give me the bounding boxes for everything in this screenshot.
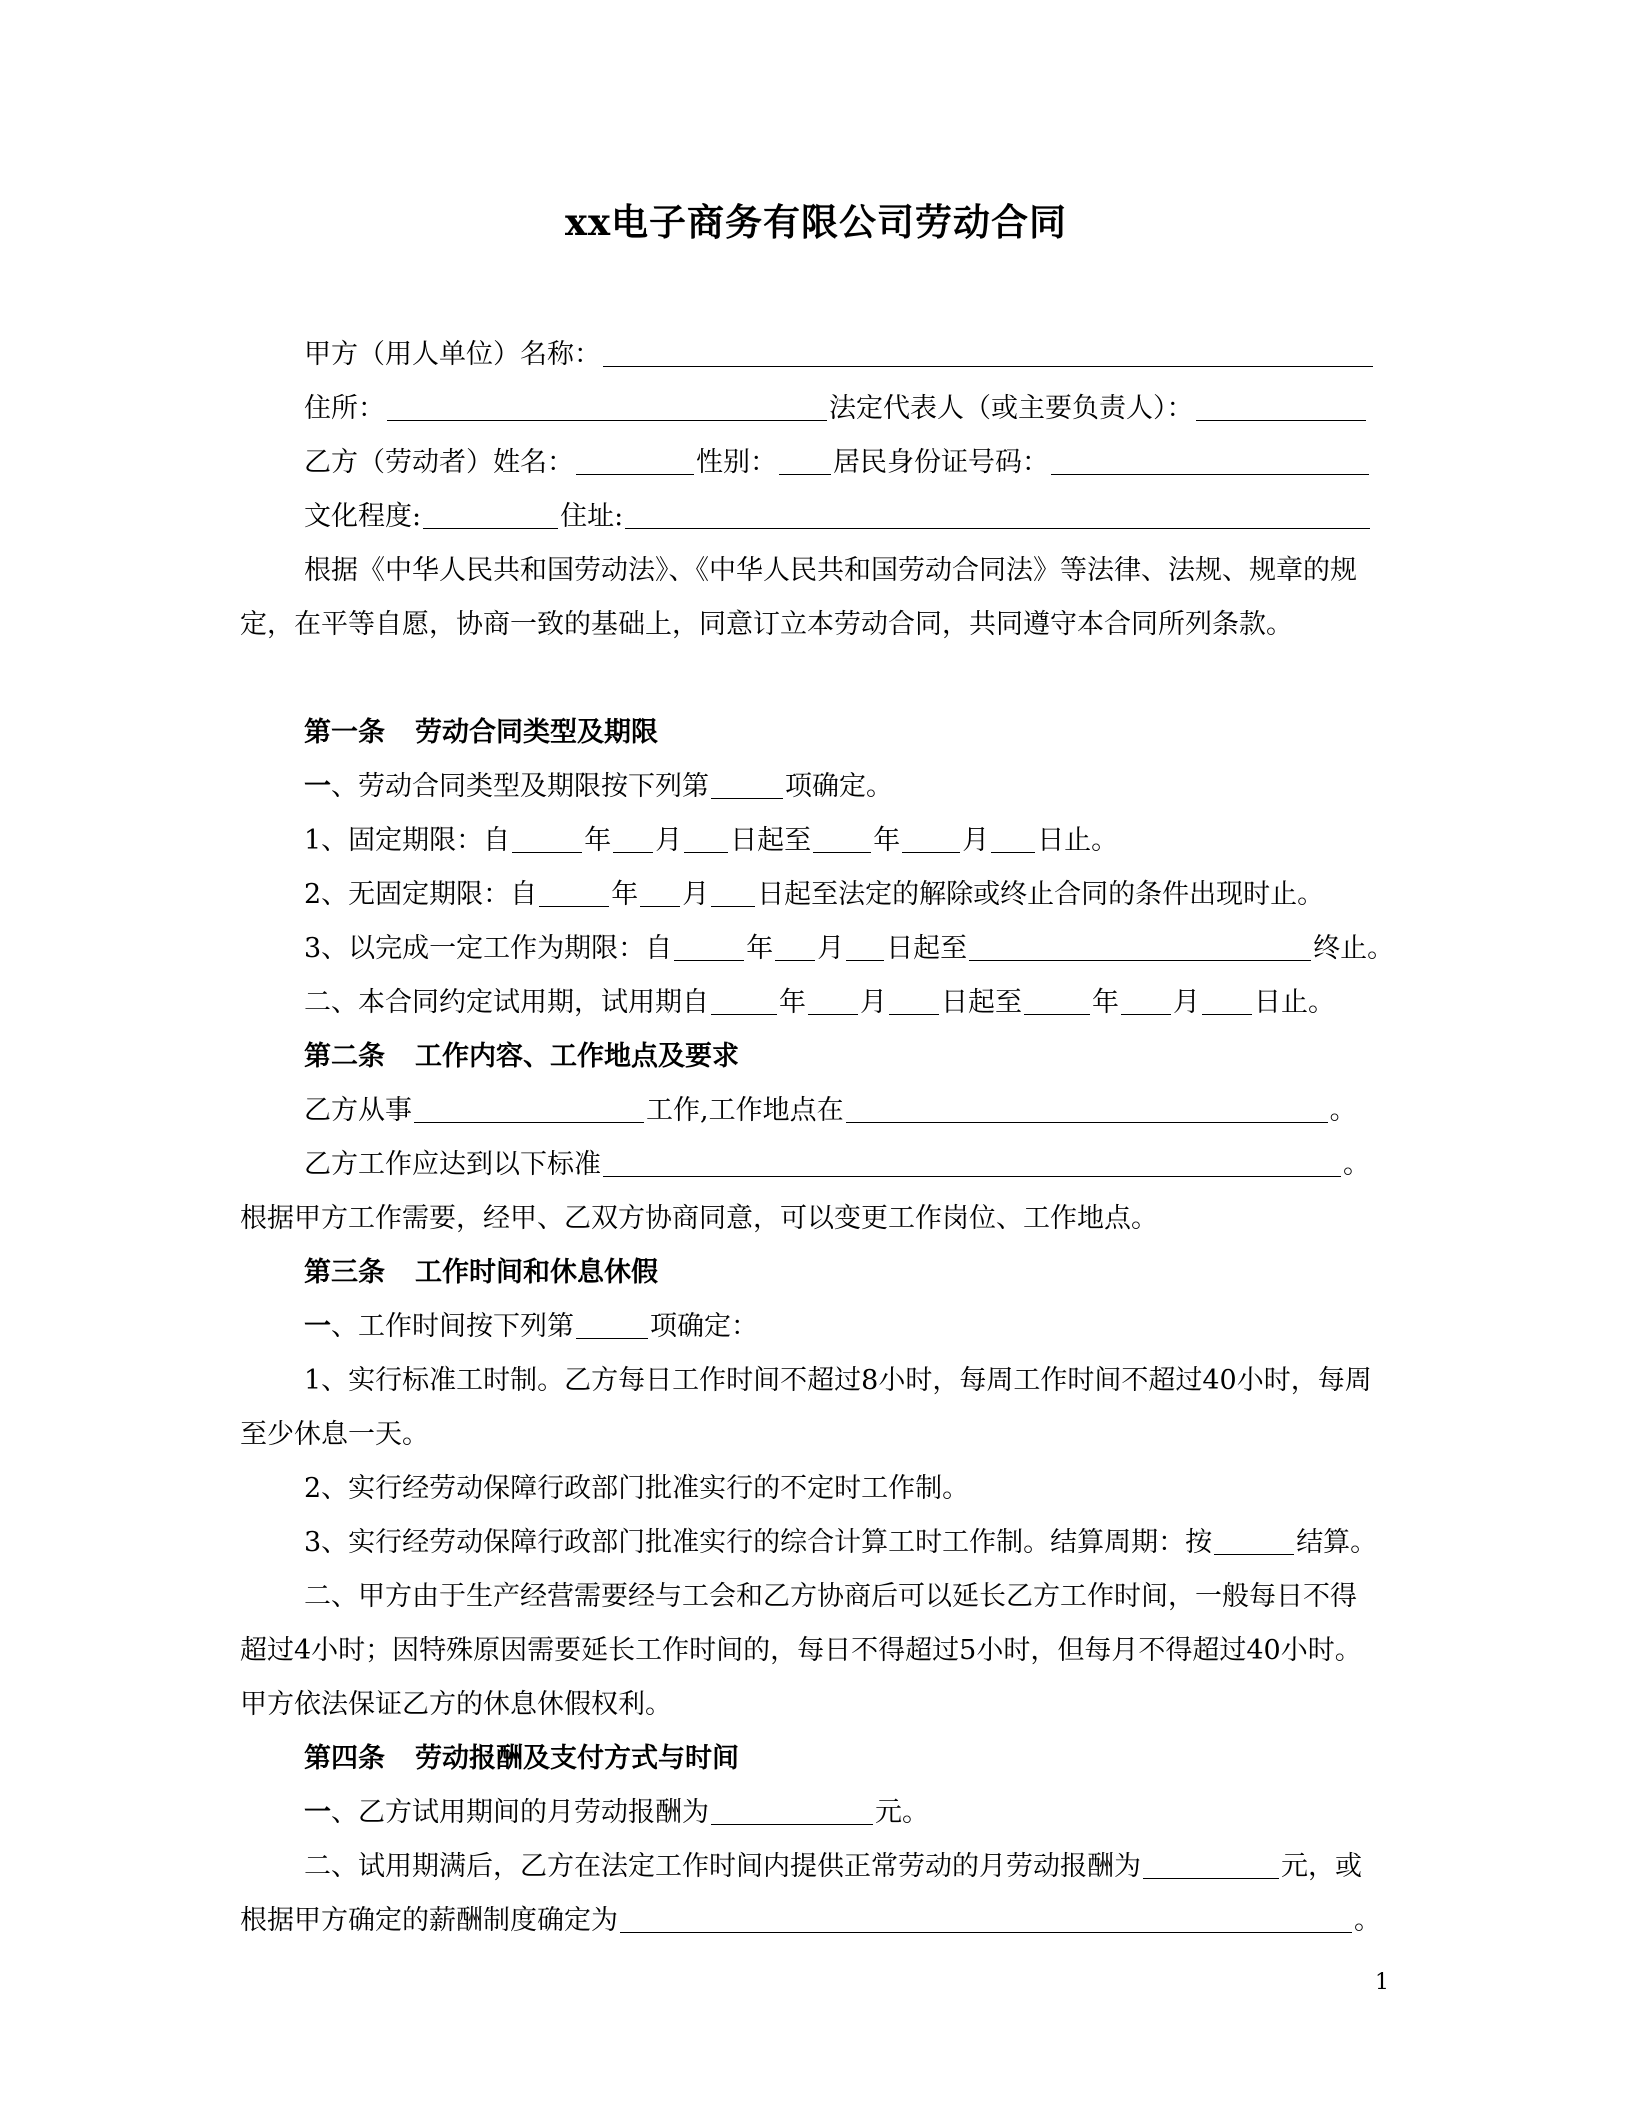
employer-name-label: 甲方（用人单位）名称： (304, 339, 601, 370)
employer-name-blank[interactable] (603, 332, 1373, 367)
settlement-period-blank[interactable] (1214, 1520, 1294, 1555)
open-start-day-blank[interactable] (711, 872, 755, 907)
article-4-heading (240, 1732, 1386, 1786)
employee-name-blank[interactable] (576, 440, 694, 475)
contract-type-blank[interactable] (711, 764, 783, 799)
article-1-heading (240, 706, 1386, 760)
article-2-heading (240, 1030, 1386, 1084)
task-start-day-blank[interactable] (846, 926, 884, 961)
legal-rep-label: 法定代表人（或主要负责人）： (829, 393, 1194, 424)
fixed-end-day-blank[interactable] (991, 818, 1035, 853)
article-1-item-3: 3、以完成一定工作为期限：自 年 月 日起至 终止。 (240, 922, 1386, 976)
article-4-clause-2: 二、试用期满后，乙方在法定工作时间内提供正常劳动的月劳动报酬为 元，或 (240, 1840, 1386, 1894)
education-blank[interactable] (423, 494, 558, 529)
article-2-number: 第二条 (304, 1041, 385, 1072)
education-label: 文化程度: (304, 501, 422, 532)
article-2-title: 工作内容、工作地点及要求 (415, 1041, 739, 1072)
fixed-start-month-blank[interactable] (613, 818, 653, 853)
employee-name-label: 乙方（劳动者）姓名： (304, 447, 574, 478)
article-3-item-2: 2、实行经劳动保障行政部门批准实行的不定时工作制。 (304, 1473, 970, 1504)
work-standard-blank[interactable] (603, 1142, 1341, 1177)
preamble-line-1: 根据《中华人民共和国劳动法》、《中华人民共和国劳动合同法》等法律、法规、规章的规 (304, 555, 1357, 586)
fixed-end-month-blank[interactable] (902, 818, 960, 853)
article-4-clause-2-cont: 根据甲方确定的薪酬制度确定为 。 (240, 1894, 1386, 1948)
gender-blank[interactable] (779, 440, 831, 475)
legal-rep-blank[interactable] (1196, 386, 1366, 421)
article-3-item-1-line-1: 1、实行标准工时制。乙方每日工作时间不超过8小时，每周工作时间不超过40小时，每周 (304, 1365, 1372, 1396)
article-1-clause-2: 二、本合同约定试用期，试用期自 年 月 日起至 年 月 日止。 (240, 976, 1386, 1030)
article-1-number: 第一条 (304, 717, 385, 748)
article-4-number: 第四条 (304, 1743, 385, 1774)
article-4-title: 劳动报酬及支付方式与时间 (415, 1743, 739, 1774)
residence-blank[interactable] (625, 494, 1370, 529)
article-2-line-2: 乙方工作应达到以下标准 。 (240, 1138, 1386, 1192)
probation-salary-blank[interactable] (711, 1790, 873, 1825)
salary-system-blank[interactable] (620, 1898, 1352, 1933)
employee-line (240, 436, 1386, 490)
residence-label: 住址: (560, 501, 624, 532)
probation-end-day-blank[interactable] (1202, 980, 1252, 1015)
probation-end-month-blank[interactable] (1121, 980, 1171, 1015)
probation-start-month-blank[interactable] (808, 980, 858, 1015)
article-3-item-3: 3、实行经劳动保障行政部门批准实行的综合计算工时工作制。结算周期：按 结算。 (240, 1516, 1386, 1570)
education-line (240, 490, 1386, 544)
regular-salary-blank[interactable] (1143, 1844, 1279, 1879)
address-blank[interactable] (387, 386, 827, 421)
fixed-end-year-blank[interactable] (813, 818, 871, 853)
employer-name-line (240, 328, 1386, 382)
id-number-label: 居民身份证号码： (833, 447, 1049, 478)
job-title-blank[interactable] (414, 1088, 644, 1123)
article-1-item-2: 2、无固定期限：自 年 月 日起至法定的解除或终止合同的条件出现时止。 (240, 868, 1386, 922)
article-1-title: 劳动合同类型及期限 (415, 717, 658, 748)
probation-start-year-blank[interactable] (711, 980, 777, 1015)
probation-start-day-blank[interactable] (889, 980, 939, 1015)
task-start-year-blank[interactable] (674, 926, 744, 961)
task-end-blank[interactable] (969, 926, 1311, 961)
article-3-heading (240, 1246, 1386, 1300)
fixed-start-day-blank[interactable] (684, 818, 728, 853)
id-number-blank[interactable] (1051, 440, 1369, 475)
task-start-month-blank[interactable] (775, 926, 815, 961)
article-2-line-1: 乙方从事 工作,工作地点在 。 (240, 1084, 1386, 1138)
article-3-clause-2-line-2: 超过4小时；因特殊原因需要延长工作时间的，每日不得超过5小时，但每月不得超过40小时。 (240, 1635, 1362, 1666)
fixed-start-year-blank[interactable] (512, 818, 582, 853)
article-3-number: 第三条 (304, 1257, 385, 1288)
open-start-year-blank[interactable] (539, 872, 609, 907)
article-3-item-1-line-2: 至少休息一天。 (240, 1419, 429, 1450)
article-3-clause-2-line-3: 甲方依法保证乙方的休息休假权利。 (240, 1689, 672, 1720)
page-number: 1 (1375, 1970, 1389, 1995)
gender-label: 性别： (696, 447, 777, 478)
document-title: xx电子商务有限公司劳动合同 (564, 200, 1068, 244)
work-location-blank[interactable] (846, 1088, 1328, 1123)
article-3-title: 工作时间和休息休假 (415, 1257, 658, 1288)
preamble-line-2: 定，在平等自愿，协商一致的基础上，同意订立本劳动合同，共同遵守本合同所列条款。 (240, 609, 1293, 640)
article-3-clause-2-line-1: 二、甲方由于生产经营需要经与工会和乙方协商后可以延长乙方工作时间，一般每日不得 (304, 1581, 1357, 1612)
article-1-clause-1: 一、劳动合同类型及期限按下列第 项确定。 (240, 760, 1386, 814)
work-hours-type-blank[interactable] (576, 1304, 648, 1339)
article-2-line-3: 根据甲方工作需要，经甲、乙双方协商同意，可以变更工作岗位、工作地点。 (240, 1203, 1158, 1234)
article-1-item-1: 1、固定期限：自 年 月 日起至 年 月 日止。 (240, 814, 1386, 868)
address-line (240, 382, 1386, 436)
open-start-month-blank[interactable] (640, 872, 680, 907)
probation-end-year-blank[interactable] (1024, 980, 1090, 1015)
article-3-clause-1: 一、工作时间按下列第 项确定： (240, 1300, 1386, 1354)
address-label: 住所： (304, 393, 385, 424)
article-4-clause-1: 一、乙方试用期间的月劳动报酬为 元。 (240, 1786, 1386, 1840)
